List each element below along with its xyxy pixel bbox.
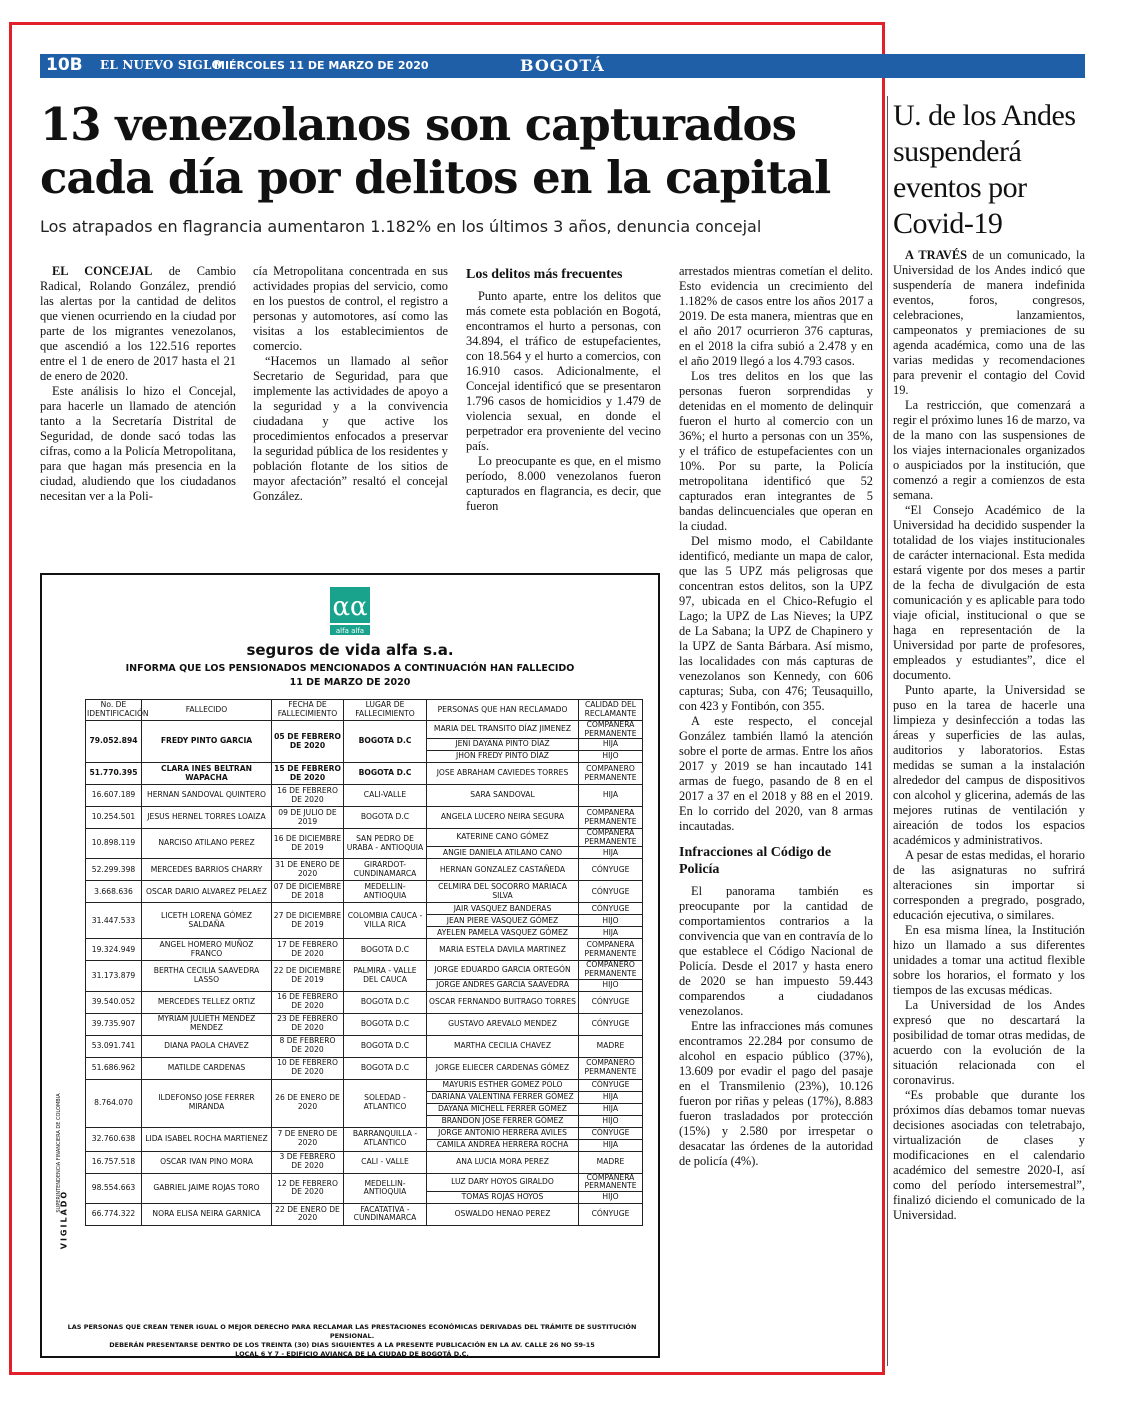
cell-date: 23 DE FEBRERO DE 2020 (272, 1013, 344, 1035)
cell-date: 09 DE JULIO DE 2019 (272, 807, 344, 829)
cell-id: 8.764.070 (86, 1079, 142, 1127)
column-header: CALIDAD DEL RECLAMANTE (579, 700, 643, 721)
cell-date: 22 DE ENERO DE 2020 (272, 1203, 344, 1225)
article-paragraph: cía Metropolitana concentrada en sus actividades propias del servicio, como en los puestos de control, el registro a personas y automotores, así como las visitas a los establecimientos de comercio. (253, 264, 448, 353)
article-column-1 (40, 264, 236, 504)
article-column-2 (253, 264, 448, 504)
table-row (86, 1127, 643, 1139)
article-paragraph: Punto aparte, entre los delitos que más comete esta población en Bogotá, encontramos el hurto a personas, con 34.894, el tráfico de estupefacientes, con 18.564 y el hurto a comercios, con 16.910 casos. Adicionalmente, el Concejal identificó que se presentaron 1.796 casos de homicidios y 1.479 de violencia sexual, en donde el perpetrador era proveniente del vecino país. (466, 289, 661, 453)
article-paragraph: A este respecto, el concejal González también llamó la atención sobre el porte de armas. Entre los años 2017 y 2019 se han incautado 141 armas de fuego, pasando de 8 en el 2017 a 37 en el 2018 y 88 en el 2019. En lo corrido del 2020, van 8 armas incautadas. (679, 714, 873, 833)
cell-date: 7 DE ENERO DE 2020 (272, 1127, 344, 1151)
cell-id: 79.052.894 (86, 721, 142, 763)
cell-date: 27 DE DICIEMBRE DE 2019 (272, 903, 344, 939)
cell-claimant: TOMAS ROJAS HOYOS (427, 1191, 579, 1203)
cell-id: 10.254.501 (86, 807, 142, 829)
cell-id: 31.173.879 (86, 961, 142, 991)
cell-relation: HIJA (579, 847, 643, 859)
section-heading: Los delitos más frecuentes (466, 267, 623, 282)
cell-id: 51.686.962 (86, 1057, 142, 1079)
sidebar-headline: U. de los Andes suspenderá eventos por Covid-19 (893, 99, 1076, 240)
cell-claimant: JOSE ABRAHAM CAVIEDES TORRES (427, 763, 579, 785)
cell-name: LICETH LORENA GÓMEZ SALDAÑA (142, 903, 272, 939)
cell-claimant: JORGE ELIECER CARDENAS GÓMEZ (427, 1057, 579, 1079)
cell-place: FACATATIVA - CUNDINAMARCA (344, 1203, 427, 1225)
vigilado-label: VIGILADO (59, 1189, 69, 1250)
cell-place: COLOMBIA CAUCA - VILLA RICA (344, 903, 427, 939)
article-subhead: Los atrapados en flagrancia aumentaron 1.182% en los últimos 3 años, denuncia concejal (40, 217, 762, 236)
cell-name: BERTHA CECILIA SAAVEDRA LASSO (142, 961, 272, 991)
cell-id: 10.898.119 (86, 829, 142, 859)
cell-claimant: AYELEN PAMELA VASQUEZ GÓMEZ (427, 927, 579, 939)
cell-id: 51.770.395 (86, 763, 142, 785)
cell-name: OSCAR DARIO ALVAREZ PELAEZ (142, 881, 272, 903)
cell-name: NARCISO ATILANO PEREZ (142, 829, 272, 859)
cell-relation: COMPANERA PERMANENTE (579, 721, 643, 739)
cell-date: 3 DE FEBRERO DE 2020 (272, 1151, 344, 1173)
article-headline: 13 venezolanos son capturados cada día por delitos en la capital (40, 98, 831, 204)
cell-relation: HIJO (579, 1115, 643, 1127)
article-paragraph: En esa misma línea, la Institución hizo un llamado a sus diferentes unidades a tomar una actitud flexible sobre los horarios, el formato y los tiempos de las excusas médicas. (893, 923, 1085, 997)
cell-date: 15 DE FEBRERO DE 2020 (272, 763, 344, 785)
issue-date: MIÉRCOLES 11 DE MARZO DE 2020 (214, 59, 429, 72)
cell-claimant: JORGE ANDRES GARCIA SAAVEDRA (427, 979, 579, 991)
cell-place: BOGOTA D.C (344, 1057, 427, 1079)
cell-place: GIRARDOT-CUNDINAMARCA (344, 859, 427, 881)
cell-claimant: JORGE EDUARDO GARCIA ORTEGÓN (427, 961, 579, 979)
newspaper-name: EL NUEVO SIGLO (100, 58, 223, 72)
article-paragraph: “Es probable que durante los próximos días debamos tomar nuevas decisiones asociadas con teletrabajo, virtualización de clases y modificaciones en el calendario académico del semestre 2020-I, así como del período intersemestral”, finalizó diciendo el comunicado de la Universidad. (893, 1088, 1085, 1222)
table-header-row (86, 700, 643, 721)
cell-relation: MADRE (579, 1035, 643, 1057)
vigilado-stamp (54, 1093, 74, 1320)
cell-relation: COMPANERO PERMANENTE (579, 763, 643, 785)
cell-relation: CÓNYUGE (579, 903, 643, 915)
cell-date: 8 DE FEBRERO DE 2020 (272, 1035, 344, 1057)
cell-claimant: GUSTAVO AREVALO MENDEZ (427, 1013, 579, 1035)
cell-claimant: JENI DAYANA PINTO DÍAZ (427, 739, 579, 751)
cell-name: MERCEDES TELLEZ ORTIZ (142, 991, 272, 1013)
footer-line: LOCAL 6 Y 7 - EDIFICIO AVIANCA DE LA CIUDAD DE BOGOTÁ D.C. (235, 1350, 469, 1358)
cell-claimant: OSWALDO HENAO PEREZ (427, 1203, 579, 1225)
cell-id: 31.447.533 (86, 903, 142, 939)
article-paragraph: Punto aparte, la Universidad se puso en la tarea de hacerle una limpieza y desinfección a todas las áreas y superficies de las aulas, auditorios y laboratorios. Estas medidas se suman a la instalación alrededor del campus de dispositivos con alcohol y glicerina, además de las mejores rutinas de ventilación y aireación de todos los espacios académicos y administrativos. (893, 683, 1085, 847)
cell-claimant: MARTHA CECILIA CHAVEZ (427, 1035, 579, 1057)
cell-claimant: BRANDON JOSE FERRER GÓMEZ (427, 1115, 579, 1127)
table-row (86, 1173, 643, 1191)
column-header: FALLECIDO (142, 700, 272, 721)
table-row (86, 1079, 643, 1091)
cell-name: NORA ELISA NEIRA GARNICA (142, 1203, 272, 1225)
cell-relation: HIJA (579, 1091, 643, 1103)
cell-relation: HIJO (579, 979, 643, 991)
cell-claimant: LUZ DARY HOYOS GIRALDO (427, 1173, 579, 1191)
cell-claimant: OSCAR FERNANDO BUITRAGO TORRES (427, 991, 579, 1013)
lead-in: A TRAVÉS (905, 248, 968, 262)
cell-place: BARRANQUILLA - ATLANTICO (344, 1127, 427, 1151)
article-paragraph: A pesar de estas medidas, el horario de las asignaturas no sufrirá alteraciones sin importar si corresponden a pregrado, posgrado, educación ejecutiva, o similares. (893, 848, 1085, 922)
table-row (86, 1203, 643, 1225)
table-row (86, 1057, 643, 1079)
cell-date: 31 DE ENERO DE 2020 (272, 859, 344, 881)
cell-date: 22 DE DICIEMBRE DE 2019 (272, 961, 344, 991)
footer-line: LAS PERSONAS QUE CREAN TENER IGUAL O MEJOR DERECHO PARA RECLAMAR LAS PRESTACIONES ECONÓMICAS DERIVADAS DEL TRÁMITE DE SUSTITUCIÓN PENSIONAL. (67, 1323, 637, 1340)
table-row (86, 1035, 643, 1057)
cell-relation: HIJO (579, 1191, 643, 1203)
article-column-3 (466, 264, 661, 514)
cell-date: 26 DE ENERO DE 2020 (272, 1079, 344, 1127)
cell-place: BOGOTA D.C (344, 939, 427, 961)
article-paragraph: arrestados mientras cometían el delito. Esto evidencia un crecimiento del 1.182% de casos entre los años 2017 a 2019. De esta manera, mientras que en el año 2017 ocurrieron 376 capturas, en el 2018 la cifra subió a 2.478 y en el año 2019 llegó a los 4.793 casos. (679, 264, 873, 368)
cell-name: OSCAR IVAN PINO MORA (142, 1151, 272, 1173)
deceased-pensioners-table (85, 699, 643, 1226)
cell-id: 16.607.189 (86, 785, 142, 807)
cell-place: CALI-VALLE (344, 785, 427, 807)
cell-id: 39.735.907 (86, 1013, 142, 1035)
cell-relation: CÓNYUGE (579, 881, 643, 903)
table-body (86, 721, 643, 1226)
table-row (86, 1013, 643, 1035)
cell-relation: COMPANERO PERMANENTE (579, 961, 643, 979)
table-row (86, 785, 643, 807)
cell-relation: CÓNYUGE (579, 1079, 643, 1091)
article-paragraph: “Hacemos un llamado al señor Secretario de Seguridad, para que implemente las actividades de apoyo a la seguridad y a la convivencia ciudadana y que active los procedimientos enfocados a preservar la seguridad pública de los residentes y población flotante de los sitios de mayor afectación” resaltó el concejal González. (253, 354, 448, 503)
article-paragraph: “El Consejo Académico de la Universidad ha decidido suspender la totalidad de los viajes institucionales de carácter internacional. Esta medida estará vigente por dos meses a partir de la fecha de divulgación de esta comunicación y es aplicable para todo viaje oficial, institucional o que se haga en representación de la Universidad por parte de profesores, empleados y estudiantes”, dice el documento. (893, 503, 1085, 682)
cell-name: CLARA INES BELTRAN WAPACHA (142, 763, 272, 785)
cell-relation: MADRE (579, 1151, 643, 1173)
cell-relation: CÓNYUGE (579, 1203, 643, 1225)
cell-name: JESUS HERNEL TORRES LOAIZA (142, 807, 272, 829)
cell-name: LIDA ISABEL ROCHA MARTIENEZ (142, 1127, 272, 1151)
cell-date: 17 DE FEBRERO DE 2020 (272, 939, 344, 961)
cell-id: 53.091.741 (86, 1035, 142, 1057)
cell-relation: COMPANERO PERMANENTE (579, 1057, 643, 1079)
cell-claimant: DARIANA VALENTINA FERRER GÓMEZ (427, 1091, 579, 1103)
notice-date: 11 DE MARZO DE 2020 (289, 677, 411, 688)
column-header: No. DE IDENTIFICACIÓN (86, 700, 142, 721)
cell-date: 16 DE FEBRERO DE 2020 (272, 785, 344, 807)
article-paragraph: La restricción, que comenzará a regir el próximo lunes 16 de marzo, va de la mano con las suspensiones de los viajes internacionales organizados o auspiciados por la institución, que comenzó a regir a comienzos de esta semana. (893, 398, 1085, 502)
article-paragraph: La Universidad de los Andes expresó que no descartará la posibilidad de tomar otras medidas, de acuerdo con la evolución de la situación relacionada con el coronavirus. (893, 998, 1085, 1087)
cell-name: GABRIEL JAIME ROJAS TORO (142, 1173, 272, 1203)
cell-place: BOGOTA D.C (344, 991, 427, 1013)
cell-relation: HIJA (579, 927, 643, 939)
table-row (86, 881, 643, 903)
paragraph-text: de un comunicado, la Universidad de los Andes indicó que suspendería de manera indefinida eventos, foros, congresos, celebraciones, lanzamientos, campeonatos y premiaciones de su agenda académica, como una de las varias medidas y recomendaciones para prevenir el contagio del Covid 19. (893, 248, 1085, 397)
cell-name: FREDY PINTO GARCIA (142, 721, 272, 763)
cell-relation: HIJO (579, 915, 643, 927)
cell-name: ANGEL HOMERO MUÑOZ FRANCO (142, 939, 272, 961)
cell-date: 16 DE DICIEMBRE DE 2019 (272, 829, 344, 859)
column-header: LUGAR DE FALLECIMIENTO (344, 700, 427, 721)
svg-text:αα: αα (332, 592, 368, 622)
article-paragraph: Lo preocupante es que, en el mismo período, 8.000 venezolanos fueron capturados en flagrancia, es decir, que fueron (466, 454, 661, 513)
header-bar (40, 54, 1085, 78)
cell-place: CALI - VALLE (344, 1151, 427, 1173)
cell-date: 16 DE FEBRERO DE 2020 (272, 991, 344, 1013)
cell-place: BOGOTA D.C (344, 721, 427, 763)
cell-name: MYRIAM JULIETH MENDEZ MENDEZ (142, 1013, 272, 1035)
section-heading: Infracciones al Código de Policía (679, 845, 832, 877)
table-row (86, 721, 643, 739)
cell-claimant: ANA LUCIA MORA PEREZ (427, 1151, 579, 1173)
cell-relation: COMPANERA PERMANENTE (579, 1173, 643, 1191)
cell-date: 05 DE FEBRERO DE 2020 (272, 721, 344, 763)
cell-id: 19.324.949 (86, 939, 142, 961)
company-name: seguros de vida alfa s.a. (246, 641, 454, 659)
cell-claimant: JEAN PIERE VASQUEZ GÓMEZ (427, 915, 579, 927)
cell-claimant: ANGELA LUCERO NEIRA SEGURA (427, 807, 579, 829)
table-row (86, 1151, 643, 1173)
cell-date: 10 DE FEBRERO DE 2020 (272, 1057, 344, 1079)
cell-name: MATILDE CARDENAS (142, 1057, 272, 1079)
column-header: FECHA DE FALLECIMIENTO (272, 700, 344, 721)
table-row (86, 859, 643, 881)
cell-relation: CÓNYUGE (579, 1127, 643, 1139)
cell-claimant: CELMIRA DEL SOCORRO MARIACA SILVA (427, 881, 579, 903)
page-number: 10B (46, 55, 83, 75)
cell-claimant: MAYURIS ESTHER GOMEZ POLO (427, 1079, 579, 1091)
cell-relation: CÓNYUGE (579, 991, 643, 1013)
table-row (86, 763, 643, 785)
article-column-4 (679, 264, 873, 1169)
obituary-notice-ad (40, 573, 660, 1358)
cell-relation: HIJA (579, 1103, 643, 1115)
cell-relation: CÓNYUGE (579, 1013, 643, 1035)
lead-in: EL CONCEJAL (52, 264, 153, 278)
cell-relation: CÓNYUGE (579, 859, 643, 881)
cell-claimant: JAIR VASQUEZ BANDERAS (427, 903, 579, 915)
cell-relation: HIJA (579, 785, 643, 807)
cell-name: DIANA PAOLA CHAVEZ (142, 1035, 272, 1057)
column-header: PERSONAS QUE HAN RECLAMADO (427, 700, 579, 721)
notice-title: INFORMA QUE LOS PENSIONADOS MENCIONADOS A CONTINUACIÓN HAN FALLECIDO (125, 663, 575, 674)
cell-id: 52.299.398 (86, 859, 142, 881)
cell-relation: HIJO (579, 751, 643, 763)
table-row (86, 939, 643, 961)
article-paragraph: Los tres delitos en los que las personas fueron sorprendidas y detenidas en el momento de delinquir fueron el hurto al comercio con un 36%; el hurto a personas con un 35%, y el tráfico de estupefacientes con un 10%. Por su parte, la Policía metropolitana identificó que 52 capturados eran integrantes de 5 bandas delincuenciales que operan en la ciudad. (679, 369, 873, 533)
footer-line: DEBERÁN PRESENTARSE DENTRO DE LOS TREINTA (30) DIAS SIGUIENTES A LA PRESENTE PUBLICACIÓN EN LA AV. CALLE 26 NO 59-15 (109, 1341, 595, 1349)
article-paragraph (40, 264, 236, 384)
cell-name: HERNAN SANDOVAL QUINTERO (142, 785, 272, 807)
logo-text: alfa alfa (335, 627, 365, 635)
article-paragraph: Este análisis lo hizo el Concejal, para hacerle un llamado de atención tanto a la Secretaría Distrital de Seguridad, de donde sacó todas las cifras, como a la Policía Metropolitana, para que hagan más presencia en la ciudad, aludiendo que los ciudadanos necesitan ver a la Poli- (40, 384, 236, 503)
cell-claimant: KATERINE CANO GÓMEZ (427, 829, 579, 847)
table-row (86, 807, 643, 829)
cell-claimant: MARIA ESTELA DAVILA MARTINEZ (427, 939, 579, 961)
regulator-name: SUPERINTENDENCIA FINANCIERA DE COLOMBIA (56, 1093, 62, 1213)
cell-date: 12 DE FEBRERO DE 2020 (272, 1173, 344, 1203)
cell-id: 39.540.052 (86, 991, 142, 1013)
article-paragraph: Del mismo modo, el Cabildante identificó, mediante un mapa de calor, que las 5 UPZ más peligrosas que concentran estos delitos, son la UPZ 97, ubicada en el Chico-Refugio el Lago; la UPZ de Las Nieves; la UPZ de La Sabana; la UPZ de Chapinero y la UPZ de Santa Bárbara. Así mismo, las localidades con más capturas de venezolanos son Kennedy, con 606 capturas; Suba, con 476; Teusaquillo, con 423 y Fontibón, con 355. (679, 534, 873, 713)
table-row (86, 903, 643, 915)
section-name: BOGOTÁ (520, 56, 605, 75)
cell-place: PALMIRA - VALLE DEL CAUCA (344, 961, 427, 991)
cell-id: 32.760.638 (86, 1127, 142, 1151)
cell-claimant: SARA SANDOVAL (427, 785, 579, 807)
alfa-logo-icon (330, 587, 370, 635)
cell-relation: HIJA (579, 1139, 643, 1151)
cell-claimant: MARIA DEL TRANSITO DÍAZ JIMENEZ (427, 721, 579, 739)
cell-place: SAN PEDRO DE URABA - ANTIOQUIA (344, 829, 427, 859)
cell-claimant: HERNAN GONZALEZ CASTAÑEDA (427, 859, 579, 881)
cell-place: MEDELLIN-ANTIOQUIA (344, 881, 427, 903)
cell-claimant: JORGE ANTONIO HERRERA AVILES (427, 1127, 579, 1139)
article-paragraph (893, 248, 1085, 398)
cell-claimant: JHON FREDY PINTO DÍAZ (427, 751, 579, 763)
cell-place: BOGOTA D.C (344, 1035, 427, 1057)
cell-place: BOGOTA D.C (344, 807, 427, 829)
notice-footer (62, 1323, 642, 1359)
cell-id: 16.757.518 (86, 1151, 142, 1173)
sidebar-column (893, 248, 1085, 1223)
cell-claimant: DAYANA MICHELL FERRER GÓMEZ (427, 1103, 579, 1115)
cell-relation: COMPANERA PERMANENTE (579, 829, 643, 847)
cell-place: MEDELLIN-ANTIOQUIA (344, 1173, 427, 1203)
cell-place: BOGOTA D.C (344, 763, 427, 785)
cell-id: 66.774.322 (86, 1203, 142, 1225)
cell-name: MERCEDES BARRIOS CHARRY (142, 859, 272, 881)
cell-place: SOLEDAD - ATLANTICO (344, 1079, 427, 1127)
cell-name: ILDEFONSO JOSE FERRER MIRANDA (142, 1079, 272, 1127)
table-row (86, 829, 643, 847)
cell-claimant: ANGIE DANIELA ATILANO CANO (427, 847, 579, 859)
cell-date: 07 DE DICIEMBRE DE 2018 (272, 881, 344, 903)
cell-relation: COMPANERA PERMANENTE (579, 939, 643, 961)
cell-claimant: CAMILA ANDREA HERRERA ROCHA (427, 1139, 579, 1151)
table-row (86, 961, 643, 979)
cell-id: 98.554.663 (86, 1173, 142, 1203)
cell-relation: HIJA (579, 739, 643, 751)
cell-place: BOGOTA D.C (344, 1013, 427, 1035)
cell-id: 3.668.636 (86, 881, 142, 903)
sidebar-divider (887, 96, 888, 1366)
table-row (86, 991, 643, 1013)
cell-relation: COMPANERA PERMANENTE (579, 807, 643, 829)
article-paragraph: Entre las infracciones más comunes encontramos 22.284 por consumo de alcohol en espacio público (37%), 13.609 por evadir el pago del pasaje en el Transmilenio (23%), 10.126 fueron por riñas y peleas (17%), 8.883 fueron trasladados por protección (15%) y 2.580 por irrespetar o desacatar las órdenes de la autoridad de policía (4%). (679, 1019, 873, 1168)
paragraph-text: de Cambio Radical, Rolando González, prendió las alertas por la cantidad de delitos que vienen ocurriendo en la ciudad por parte de los migrantes venezolanos, que ascendió a los 122.516 reportes entre el 1 de enero de 2017 hasta el 21 de enero de 2020. (40, 264, 236, 383)
article-paragraph: El panorama también es preocupante por la cantidad de comportamientos contrarios a la convivencia que van en contravía de lo que establece el Código Nacional de Policía. Desde el 2017 y hasta enero de 2020 se han impuesto 59.443 comparendos a ciudadanos venezolanos. (679, 884, 873, 1018)
